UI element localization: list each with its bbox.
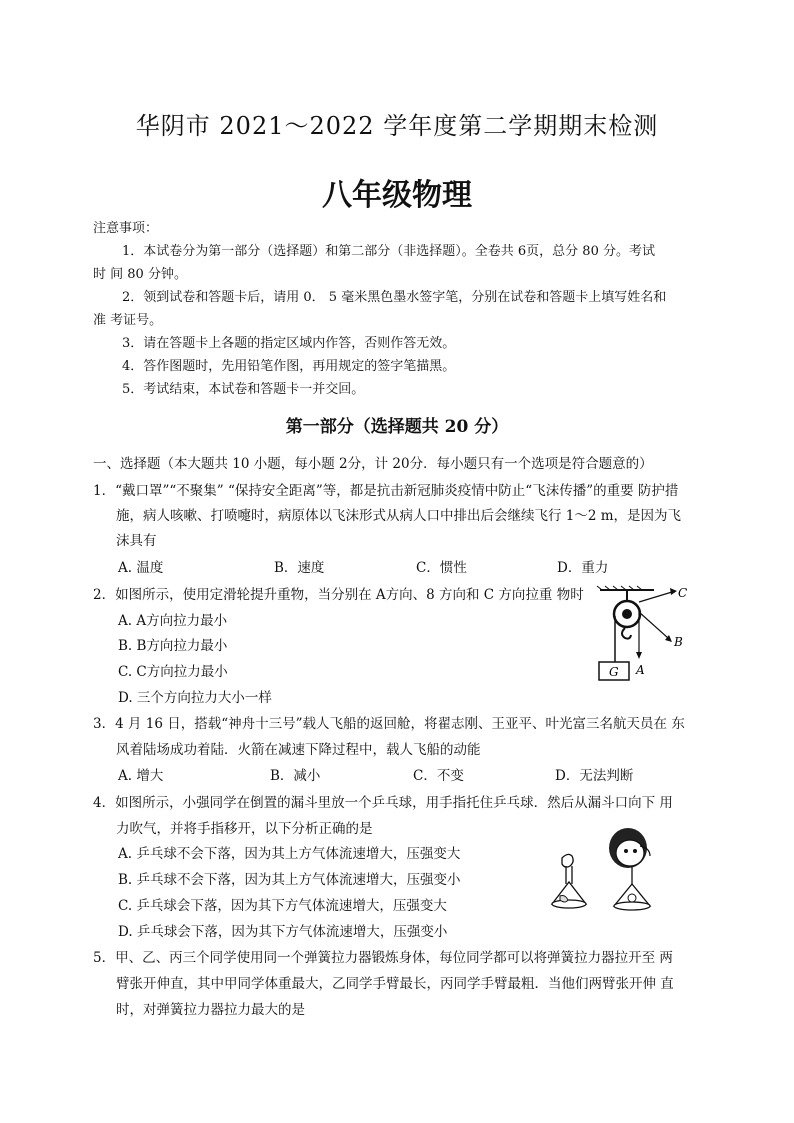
pulley-label-b: B — [674, 635, 683, 649]
q2-option-a: A. A方向拉力最小 — [118, 613, 228, 629]
q3-stem-line: 3．4 月 16 日，搭载“神舟十三号”载人飞船的返回舱，将翟志刚、王亚平、叶光富三名航天员在 东 — [93, 716, 685, 732]
q4-option-c: C. 乒乓球会下落，因为其下方气体流速增大，压强变大 — [118, 898, 447, 914]
q5-stem-line: 臂张开伸直，其中甲同学体重最大，乙同学手臂最长，丙同学手臂最粗．当他们两臂张开伸 直 — [116, 976, 674, 992]
q2-option-c: C. C方向拉力最小 — [118, 664, 228, 680]
q1-stem-line: 施，病人咳嗽、打喷嚏时，病原体以飞沫形式从病人口中排出后会继续飞行 1～2 m，是因为飞 — [116, 508, 682, 524]
pulley-label-c: C — [678, 586, 688, 600]
q1-option-c: C．惯性 — [416, 560, 467, 576]
pulley-label-g: G — [609, 665, 619, 679]
q4-stem-line: 4．如图所示，小强同学在倒置的漏斗里放一个乒乓球，用手指托住乒乓球．然后从漏斗口向下 用 — [93, 795, 673, 811]
q2-option-b: B. B方向拉力最小 — [118, 638, 228, 654]
q1-option-b: B．速度 — [274, 560, 325, 576]
q4-option-a: A. 乒乓球不会下落，因为其上方气体流速增大，压强变大 — [118, 846, 461, 862]
notice-item: 4．答作图题时，先用铅笔作图，再用规定的签字笔描黑。 — [122, 359, 456, 374]
q3-option-d: D．无法判断 — [555, 768, 634, 784]
notice-heading: 注意事项： — [93, 221, 159, 236]
exam-title: 华阴市 2021～2022 学年度第二学期期末检测 — [135, 112, 659, 140]
q3-stem-line: 风着陆场成功着陆．火箭在减速下降过程中，载人飞船的动能 — [116, 742, 481, 758]
pulley-label-a: A — [636, 663, 645, 677]
q4-stem-line: 力吹气，并将手指移开，以下分析正确的是 — [116, 821, 373, 837]
funnel-figure — [546, 826, 666, 918]
notice-item: 准 考证号。 — [93, 313, 163, 328]
exam-subject: 八年级物理 — [322, 178, 472, 213]
q4-option-d: D. 乒乓球会下落，因为其下方气体流速增大，压强变小 — [118, 924, 448, 940]
notice-item: 1．本试卷分为第一部分（选择题）和第二部分（非选择题）。全卷共 6页，总分 80 分。考试 — [122, 244, 655, 259]
q1-option-a: A. 温度 — [118, 560, 164, 576]
q2-option-d: D. 三个方向拉力大小一样 — [118, 690, 272, 706]
q3-option-a: A. 增大 — [118, 768, 164, 784]
section-intro: 一、选择题（本大题共 10 小题，每小题 2分，计 20分．每小题只有一个选项是符合题意的） — [93, 456, 653, 472]
q2-stem: 2．如图所示，使用定滑轮提升重物，当分别在 A方向、8 方向和 C 方向拉重 物时 — [93, 587, 584, 603]
notice-item: 2．领到试卷和答题卡后，请用 0． 5 毫米黑色墨水签字笔，分别在试卷和答题卡上填写姓名和 — [122, 290, 667, 305]
q1-option-d: D．重力 — [557, 560, 609, 576]
notice-item: 3．请在答题卡上各题的指定区域内作答，否则作答无效。 — [122, 336, 456, 351]
q3-option-b: B．减小 — [270, 768, 321, 784]
notice-item: 5．考试结束，本试卷和答题卡一并交回。 — [122, 382, 365, 397]
notice-item: 时 间 80 分钟。 — [93, 267, 187, 282]
pulley-figure — [592, 582, 702, 684]
q3-option-c: C．不变 — [413, 768, 464, 784]
q5-stem-line: 5．甲、乙、丙三个同学使用同一个弹簧拉力器锻炼身体，每位同学都可以将弹簧拉力器拉开至 两 — [93, 950, 673, 966]
q5-stem-line: 时，对弹簧拉力器拉力最大的是 — [116, 1002, 305, 1018]
section-heading: 第一部分（选择题共 20 分） — [285, 417, 509, 437]
q1-stem-line: 1．“戴口罩”“不聚集” “保持安全距离”等，都是抗击新冠肺炎疫情中防止“飞沫传播”的重要 防护措 — [93, 483, 679, 499]
q4-option-b: B. 乒乓球不会下落，因为其上方气体流速增大，压强变小 — [118, 872, 461, 888]
q1-stem-line: 沫具有 — [116, 533, 157, 549]
